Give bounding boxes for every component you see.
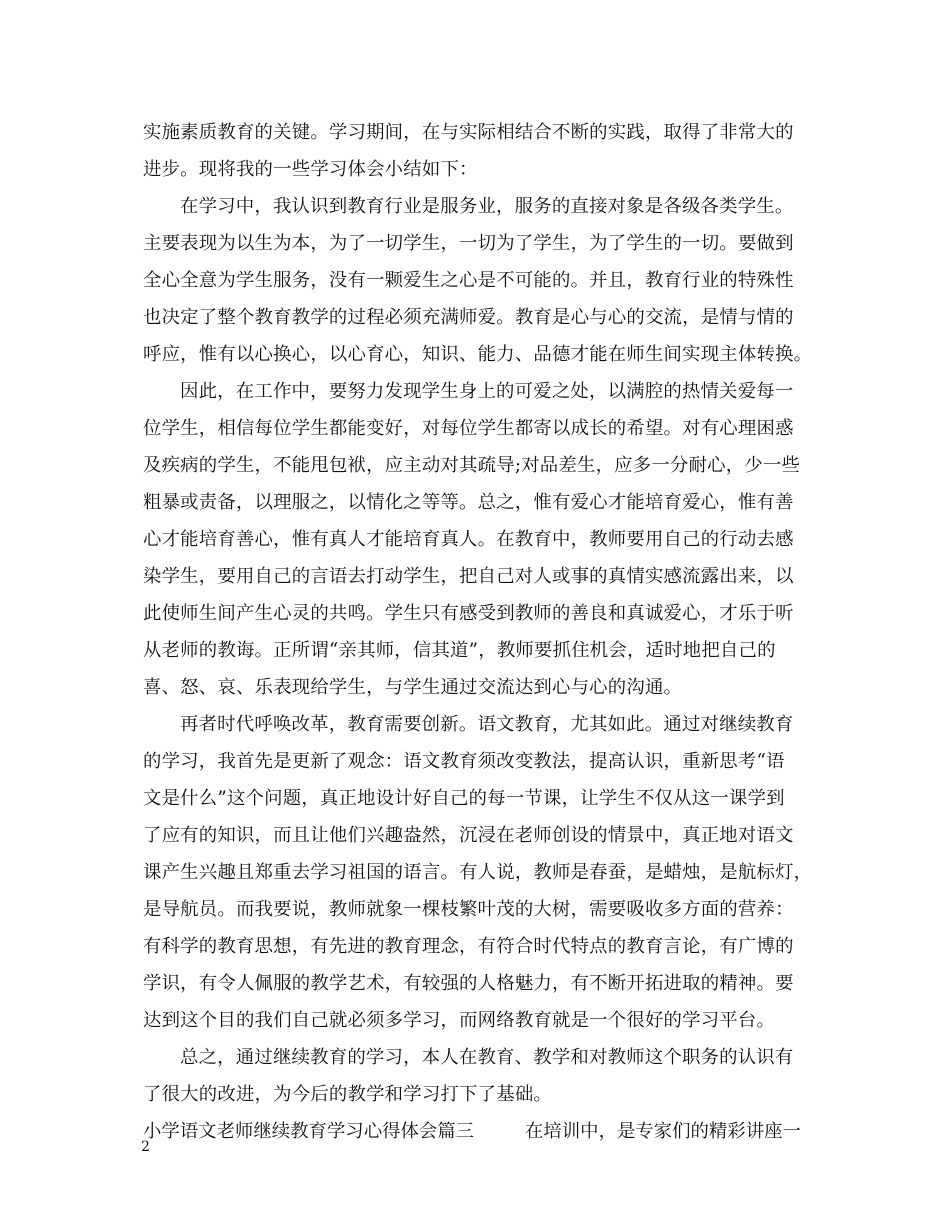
text-line: 染学生，要用自己的言语去打动学生，把自己对人或事的真情实感流露出来，以 [143, 566, 794, 587]
text-line: 从老师的教诲。正所谓“亲其师，信其道”，教师要抓住机会，适时地把自己的 [143, 640, 776, 661]
text-line: 是导航员。而我要说，教师就象一棵枝繁叶茂的大树，需要吸收多方面的营养： [143, 899, 794, 920]
text-line: 进步。现将我的一些学习体会小结如下： [143, 159, 478, 180]
text-line: 全心全意为学生服务，没有一颗爱生之心是不可能的。并且，教育行业的特殊性 [143, 270, 794, 291]
paragraph-start-line: 因此，在工作中，要努力发现学生身上的可爱之处，以满腔的热情关爱每一 [180, 381, 794, 402]
section-title: 小学语文老师继续教育学习心得体会篇三 [143, 1121, 475, 1142]
text-line: 位学生，相信每位学生都能变好，对每位学生都寄以成长的希望。对有心理困惑 [143, 418, 794, 439]
text-line: 达到这个目的我们自己就必须多学习，而网络教育就是一个很好的学习平台。 [143, 1010, 776, 1031]
text-line: 也决定了整个教育教学的过程必须充满师爱。教育是心与心的交流，是情与情的 [143, 307, 794, 328]
section-continuation: 在培训中，是专家们的精彩讲座一 [525, 1121, 801, 1142]
text-line: 了应有的知识，而且让他们兴趣盎然，沉浸在老师创设的情景中，真正地对语文 [143, 825, 794, 846]
paragraph-start-line: 再者时代呼唤改革，教育需要创新。语文教育，尤其如此。通过对继续教育 [180, 714, 794, 735]
page-number: 2 [141, 1139, 150, 1155]
text-line: 喜、怒、哀、乐表现给学生，与学生通过交流达到心与心的沟通。 [143, 677, 683, 698]
paragraph-start-line: 在学习中，我认识到教育行业是服务业，服务的直接对象是各级各类学生。 [180, 196, 794, 217]
next-section-line [143, 1113, 807, 1150]
text-line: 及疾病的学生，不能甩包袱，应主动对其疏导;对品差生，应多一分耐心，少一些 [143, 455, 801, 476]
text-line: 实施素质教育的关键。学习期间，在与实际相结合不断的实践，取得了非常大的 [143, 122, 794, 143]
text-line: 的学习，我首先是更新了观念：语文教育须改变教法，提高认识，重新思考“语 [143, 751, 785, 772]
text-line: 主要表现为以生为本，为了一切学生，一切为了学生，为了学生的一切。要做到 [143, 233, 794, 254]
text-line: 有科学的教育思想，有先进的教育理念，有符合时代特点的教育言论，有广博的 [143, 936, 794, 957]
text-line: 此使师生间产生心灵的共鸣。学生只有感受到教师的善良和真诚爱心，才乐于听 [143, 603, 794, 624]
text-line: 文是什么”这个问题，真正地设计好自己的每一节课，让学生不仅从这一课学到 [143, 788, 785, 809]
body-text [143, 114, 813, 1150]
text-line: 课产生兴趣且郑重去学习祖国的语言。有人说，教师是春蚕，是蜡烛，是航标灯， [143, 862, 813, 883]
text-line: 呼应，惟有以心换心，以心育心，知识、能力、品德才能在师生间实现主体转换。 [143, 344, 813, 365]
text-line: 学识，有令人佩服的教学艺术，有较强的人格魅力，有不断开拓进取的精神。要 [143, 973, 794, 994]
text-line: 粗暴或责备，以理服之，以情化之等等。总之，惟有爱心才能培育爱心，惟有善 [143, 492, 794, 513]
text-line: 了很大的改进，为今后的教学和学习打下了基础。 [143, 1084, 552, 1105]
text-line: 心才能培育善心，惟有真人才能培育真人。在教育中，教师要用自己的行动去感 [143, 529, 794, 550]
paragraph-start-line: 总之，通过继续教育的学习，本人在教育、教学和对教师这个职务的认识有 [180, 1047, 794, 1068]
